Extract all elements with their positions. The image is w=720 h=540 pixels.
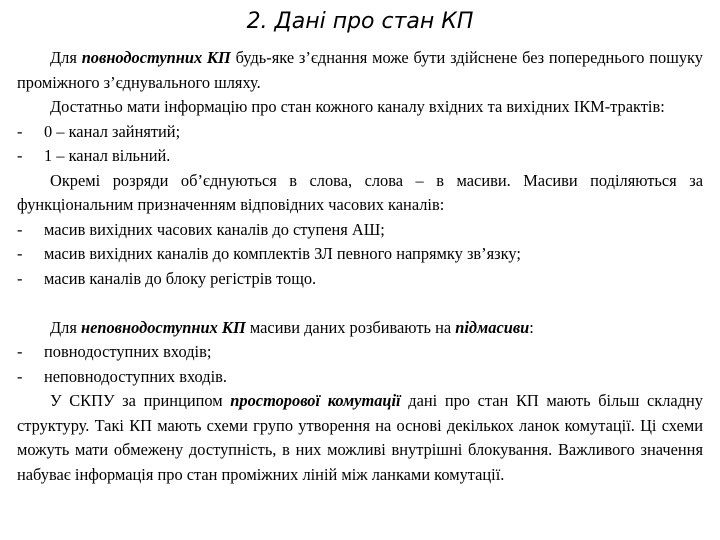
list-item-partial-inputs xyxy=(17,365,703,390)
paragraph-spatial-switching xyxy=(17,389,703,487)
paragraph-full-access xyxy=(17,46,703,95)
list-item-text: масив вихідних каналів до комплектів ЗЛ певного напрямку зв’язку; xyxy=(44,244,521,263)
para4-after: : xyxy=(529,317,534,337)
page-title: 2. Дані про стан КП xyxy=(246,9,474,34)
para1-after: будь-яке з’єднання може бути здійснене без попереднього пошуку проміжного з’єднувального шляху. xyxy=(17,48,703,92)
para5-after: дані про стан КП мають більш складну структуру. Такі КП мають схеми групо утворення на основі декількох ланок комутації. Ці схеми можуть мати обмежену доступність, в них можливі внутрішні блокування. Важливого значення набуває інформація про стан проміжних ліній між ланками комутації. xyxy=(17,391,704,484)
list-item-text: 0 – канал зайнятий; xyxy=(44,121,181,141)
dash-marker: - xyxy=(17,121,23,141)
document-body xyxy=(17,46,703,487)
list-item-full-inputs xyxy=(17,340,703,365)
list-item-text: масив каналів до блоку регістрів тощо. xyxy=(44,268,317,288)
para4-middle: масиви даних розбивають на xyxy=(245,317,456,337)
list-item-text: 1 – канал вільний. xyxy=(44,146,171,165)
paragraph-channel-state: Достатньо мати інформацію про стан кожного каналу вхідних та вихідних ІКМ-трактів: xyxy=(50,97,665,116)
paragraph-partial-access xyxy=(17,316,703,341)
dash-marker: - xyxy=(17,268,23,288)
list-item-array-registers xyxy=(17,267,703,292)
list-item-array-zl xyxy=(17,242,703,267)
list-item-text: повнодоступних входів; xyxy=(44,342,212,361)
para4-emphasis-partial: неповнодоступних КП xyxy=(81,317,246,337)
dash-marker: - xyxy=(17,244,23,263)
dash-marker: - xyxy=(17,146,23,165)
paragraph-arrays: Окремі розряди об’єднуються в слова, слова – в масиви. Масиви поділяються за функціональним призначенням відповідних часових каналів: xyxy=(17,170,703,214)
dash-marker: - xyxy=(17,219,23,239)
list-item-text: масив вихідних часових каналів до ступеня АШ; xyxy=(44,219,385,239)
para5-before: У СКПУ за принципом xyxy=(50,391,231,410)
para5-emphasis: просторової комутації xyxy=(230,391,401,410)
list-item-array-ash xyxy=(17,218,703,243)
para1-emphasis: повнодоступних КП xyxy=(81,48,231,67)
para4-before: Для xyxy=(50,317,81,337)
list-item-busy xyxy=(17,120,703,145)
para1-before: Для xyxy=(50,48,82,67)
blank-line xyxy=(17,291,703,316)
list-item-text: неповнодоступних входів. xyxy=(44,366,227,386)
dash-marker: - xyxy=(17,342,23,361)
dash-marker: - xyxy=(17,366,23,386)
list-item-free xyxy=(17,144,703,169)
para4-emphasis-subarrays: підмасиви xyxy=(455,317,530,337)
